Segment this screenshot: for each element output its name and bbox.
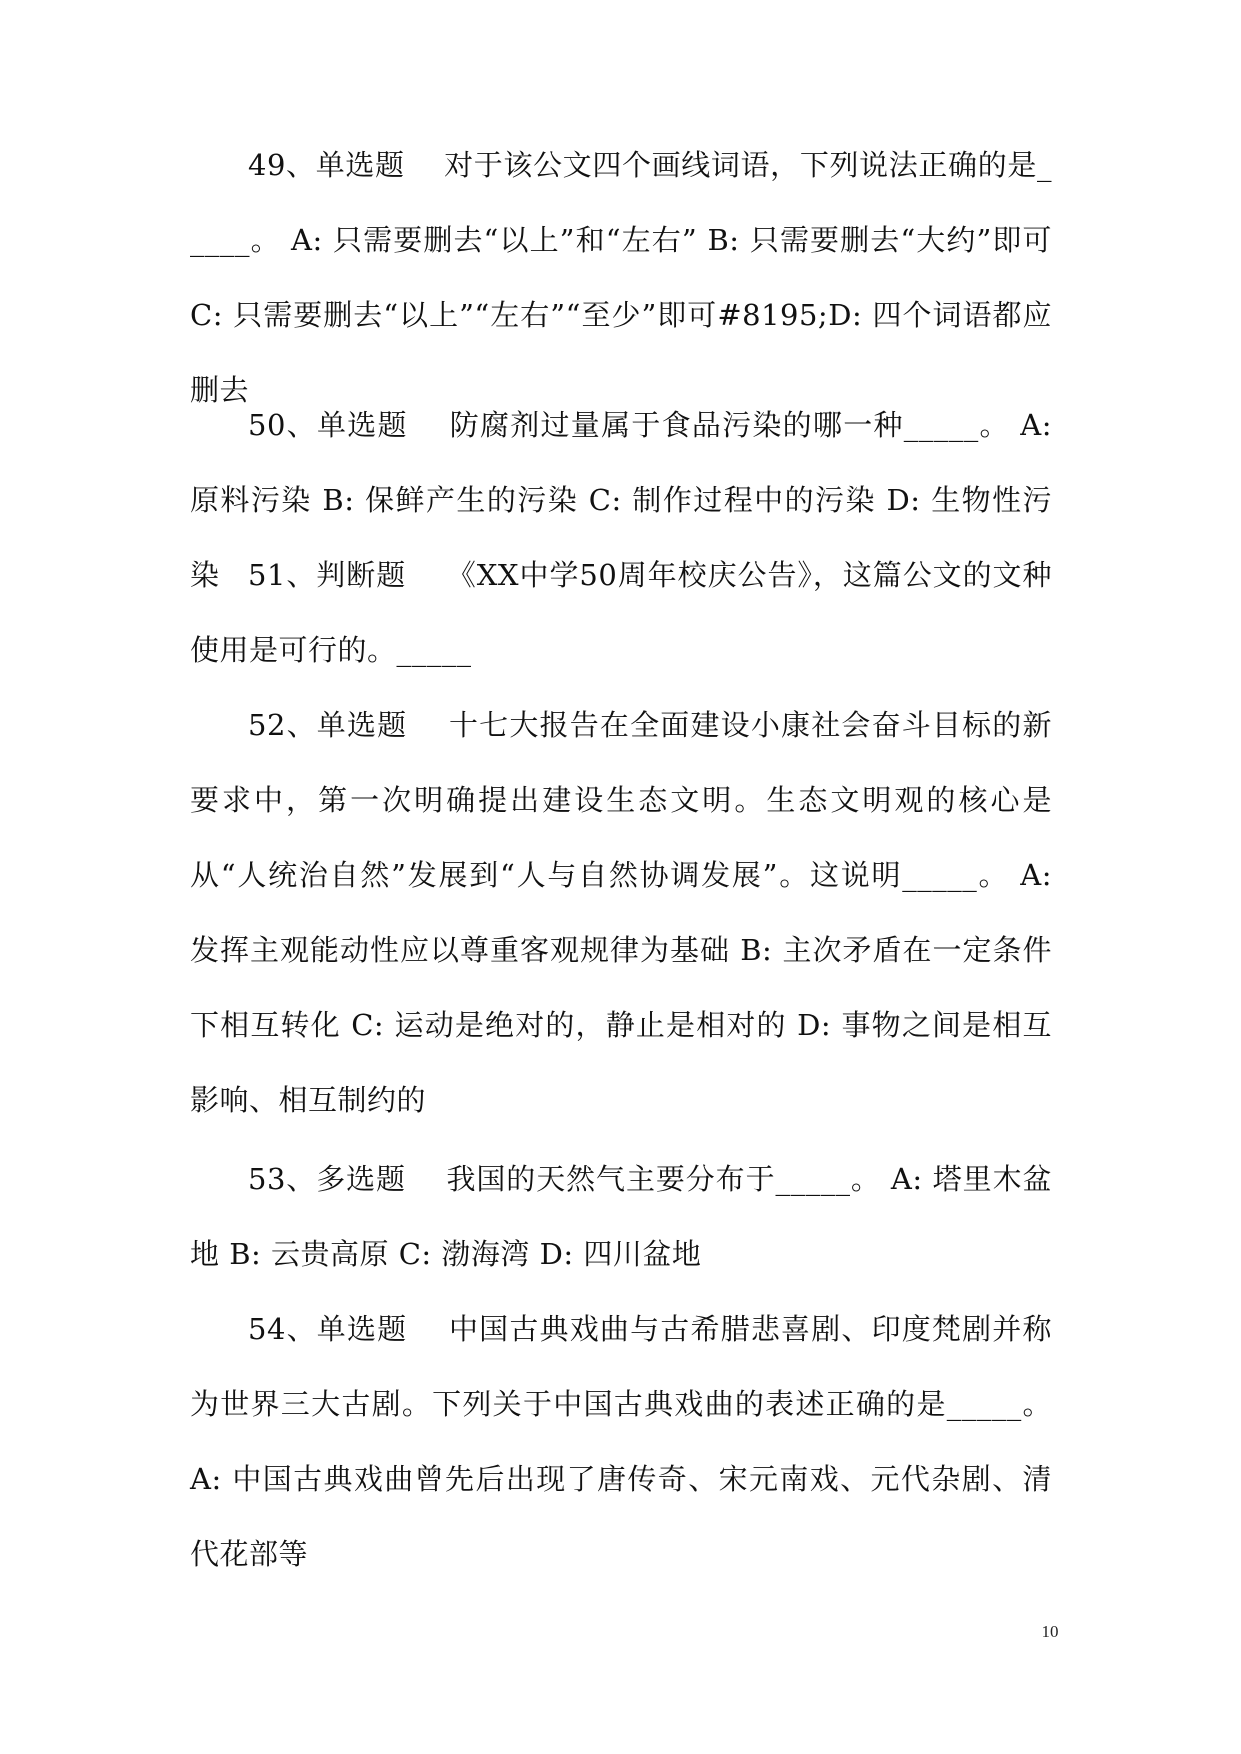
- question-type: 单选题: [316, 1312, 408, 1346]
- question-number: 52、: [248, 708, 317, 742]
- question-text: 中国古典戏曲与古希腊悲喜剧、印度梵剧并称为世界三大古剧。下列关于中国古典戏曲的表述正确的是_____。 A: 中国古典戏曲曾先后出现了唐传奇、宋元南戏、元代杂剧、清代花部等: [190, 1312, 1062, 1571]
- question-type: 多选题: [316, 1162, 406, 1196]
- question-number: 50、: [248, 408, 317, 442]
- question-49: [190, 128, 1062, 428]
- question-text: 防腐剂过量属于食品污染的哪一种_____。 A: 原料污染 B: 保鲜产生的污染 C: 制作过程中的污染 D: 生物性污染: [190, 408, 1062, 592]
- question-type: 单选题: [316, 708, 408, 742]
- question-text: 对于该公文四个画线词语，下列说法正确的是_____。 A: 只需要删去“以上”和“左右” B: 只需要删去“大约”即可 C: 只需要删去“以上”“左右”“至少”即可#8195;D: 四个词语都应删去: [190, 148, 1062, 407]
- question-53: [190, 1142, 1052, 1292]
- question-54: [190, 1292, 1062, 1592]
- question-type: 单选题: [315, 148, 405, 182]
- question-number: 51、: [248, 558, 317, 592]
- question-52: [190, 688, 1062, 1138]
- question-51: [190, 538, 1052, 688]
- question-number: 54、: [248, 1312, 317, 1346]
- question-text: 《XX中学50周年校庆公告》，这篇公文的文种使用是可行的。_____: [190, 558, 1052, 667]
- question-text: 十七大报告在全面建设小康社会奋斗目标的新要求中，第一次明确提出建设生态文明。生态文明观的核心是从“人统治自然”发展到“人与自然协调发展”。这说明_____。 A: 发挥主观能动性应以尊重客观规律为基础 B: 主次矛盾在一定条件下相互转化 C: 运动是绝对的，静止是相对的 D: 事物之间是相互影响、相互制约的: [190, 708, 1062, 1117]
- question-number: 53、: [248, 1162, 317, 1196]
- question-number: 49、: [248, 148, 316, 182]
- question-text: 我国的天然气主要分布于_____。 A: 塔里木盆地 B: 云贵高原 C: 渤海湾 D: 四川盆地: [190, 1162, 1052, 1271]
- question-type: 判断题: [316, 558, 407, 592]
- page-number: 10: [1041, 1622, 1059, 1641]
- question-type: 单选题: [316, 408, 408, 442]
